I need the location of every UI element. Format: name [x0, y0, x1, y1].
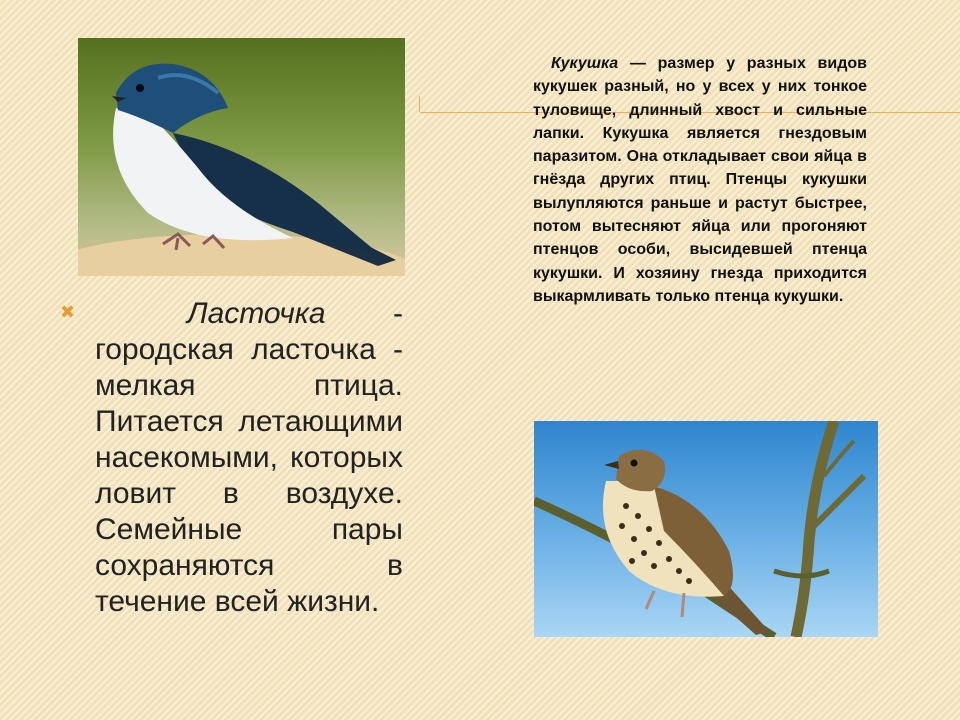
cuckoo-name: Кукушка [551, 55, 619, 72]
cuckoo-description [533, 52, 867, 420]
swallow-description [95, 296, 403, 620]
decorative-tick [419, 96, 420, 112]
cuckoo-text: — размер у разных видов кукушек разный, но у всех у них тонкое туловище, длинный хвост и сильные лапки. Кукушка является гнездовым паразитом. Она откладывает свои яйца в гнёзда других птиц. Птенцы кукушки вылупляются раньше и растут быстрее, потом вытесняют яйца или прогоняют птенцов особи, высидевшей птенца кукушки. И хозяину гнезда приходится выкармливать только птенца кукушки. [533, 55, 867, 305]
swallow-name: Ласточка [187, 297, 326, 330]
song-thrush-photo [534, 421, 878, 637]
swallow-photo [78, 38, 405, 276]
swallow-text: - городская ласточка - мелкая птица. Питается летающими насекомыми, которых ловит в воздухе. Семейные пары сохраняются в течение всей жизни. [95, 297, 403, 618]
bullet-icon: ✖ [60, 302, 76, 322]
